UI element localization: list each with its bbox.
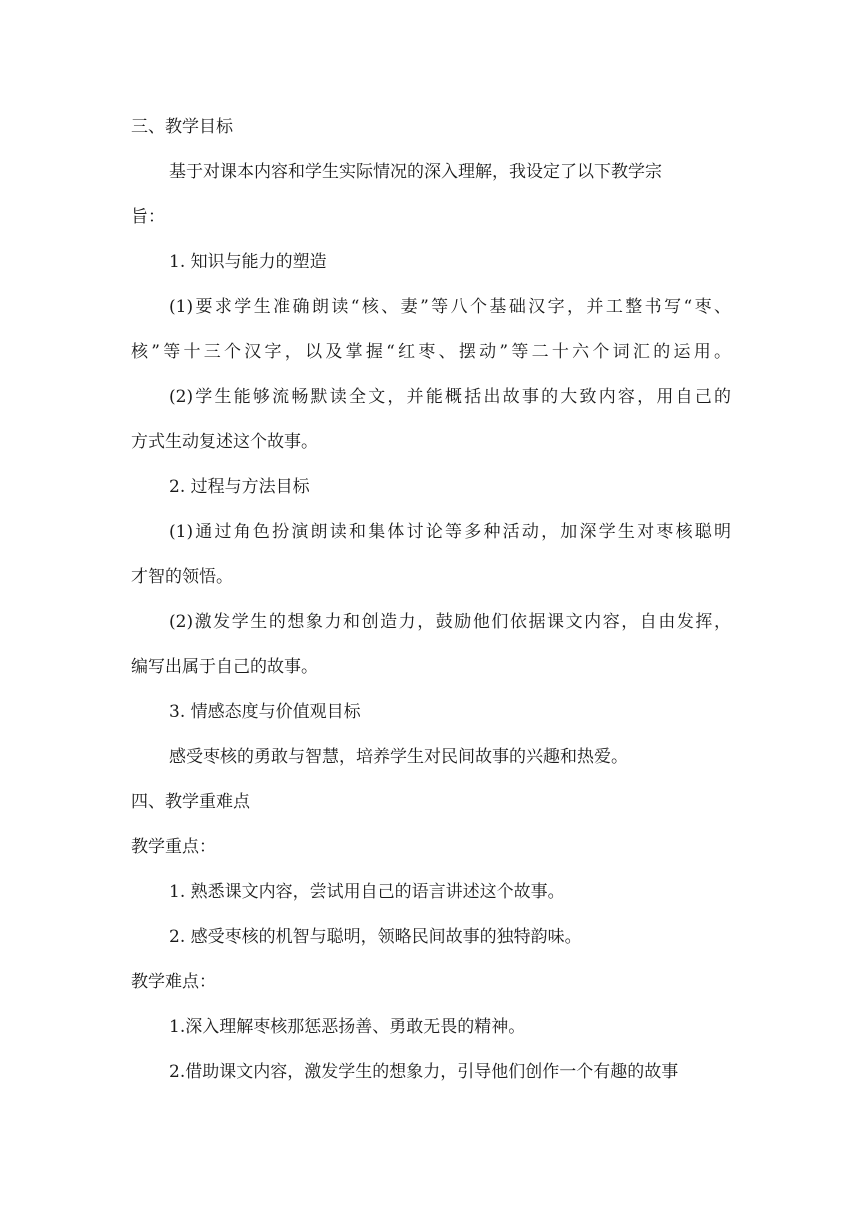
goal-1-title: 1. 知识与能力的塑造: [169, 252, 327, 272]
goal-3-title: 3. 情感态度与价值观目标: [169, 702, 361, 722]
goal-1-item-1-line-1: (1)要求学生准确朗读“核、妻”等八个基础汉字，并工整书写“枣、: [169, 297, 731, 317]
goal-3-paragraph: 感受枣核的勇敢与智慧，培养学生对民间故事的兴趣和热爱。: [169, 747, 628, 767]
goal-2-item-2-line-1: (2)激发学生的想象力和创造力，鼓励他们依据课文内容，自由发挥，: [169, 612, 731, 632]
goal-1-item-1-line-2: 核”等十三个汉字，以及掌握“红枣、摆动”等二十六个词汇的运用。: [131, 342, 731, 362]
goal-2-item-2-line-2: 编写出属于自己的故事。: [131, 657, 318, 677]
goal-2-title: 2. 过程与方法目标: [169, 477, 310, 497]
difficult-point-2: 2.借助课文内容，激发学生的想象力，引导他们创作一个有趣的故事: [169, 1062, 679, 1082]
section-heading-teaching-goals: 三、教学目标: [131, 117, 233, 137]
key-points-label: 教学重点：: [131, 837, 216, 857]
goal-2-item-1-line-2: 才智的领悟。: [131, 567, 233, 587]
intro-paragraph-line-2: 旨：: [131, 207, 165, 227]
difficult-point-1: 1.深入理解枣核那惩恶扬善、勇敢无畏的精神。: [169, 1017, 526, 1037]
section-heading-key-difficult-points: 四、教学重难点: [131, 792, 250, 812]
difficult-points-label: 教学难点：: [131, 972, 216, 992]
intro-paragraph-line-1: 基于对课本内容和学生实际情况的深入理解，我设定了以下教学宗: [169, 162, 662, 182]
goal-2-item-1-line-1: (1)通过角色扮演朗读和集体讨论等多种活动，加深学生对枣核聪明: [169, 522, 731, 542]
key-point-2: 2. 感受枣核的机智与聪明，领略民间故事的独特韵味。: [169, 927, 582, 947]
goal-1-item-2-line-2: 方式生动复述这个故事。: [131, 432, 318, 452]
goal-1-item-2-line-1: (2)学生能够流畅默读全文，并能概括出故事的大致内容，用自己的: [169, 387, 731, 407]
key-point-1: 1. 熟悉课文内容，尝试用自己的语言讲述这个故事。: [169, 882, 565, 902]
